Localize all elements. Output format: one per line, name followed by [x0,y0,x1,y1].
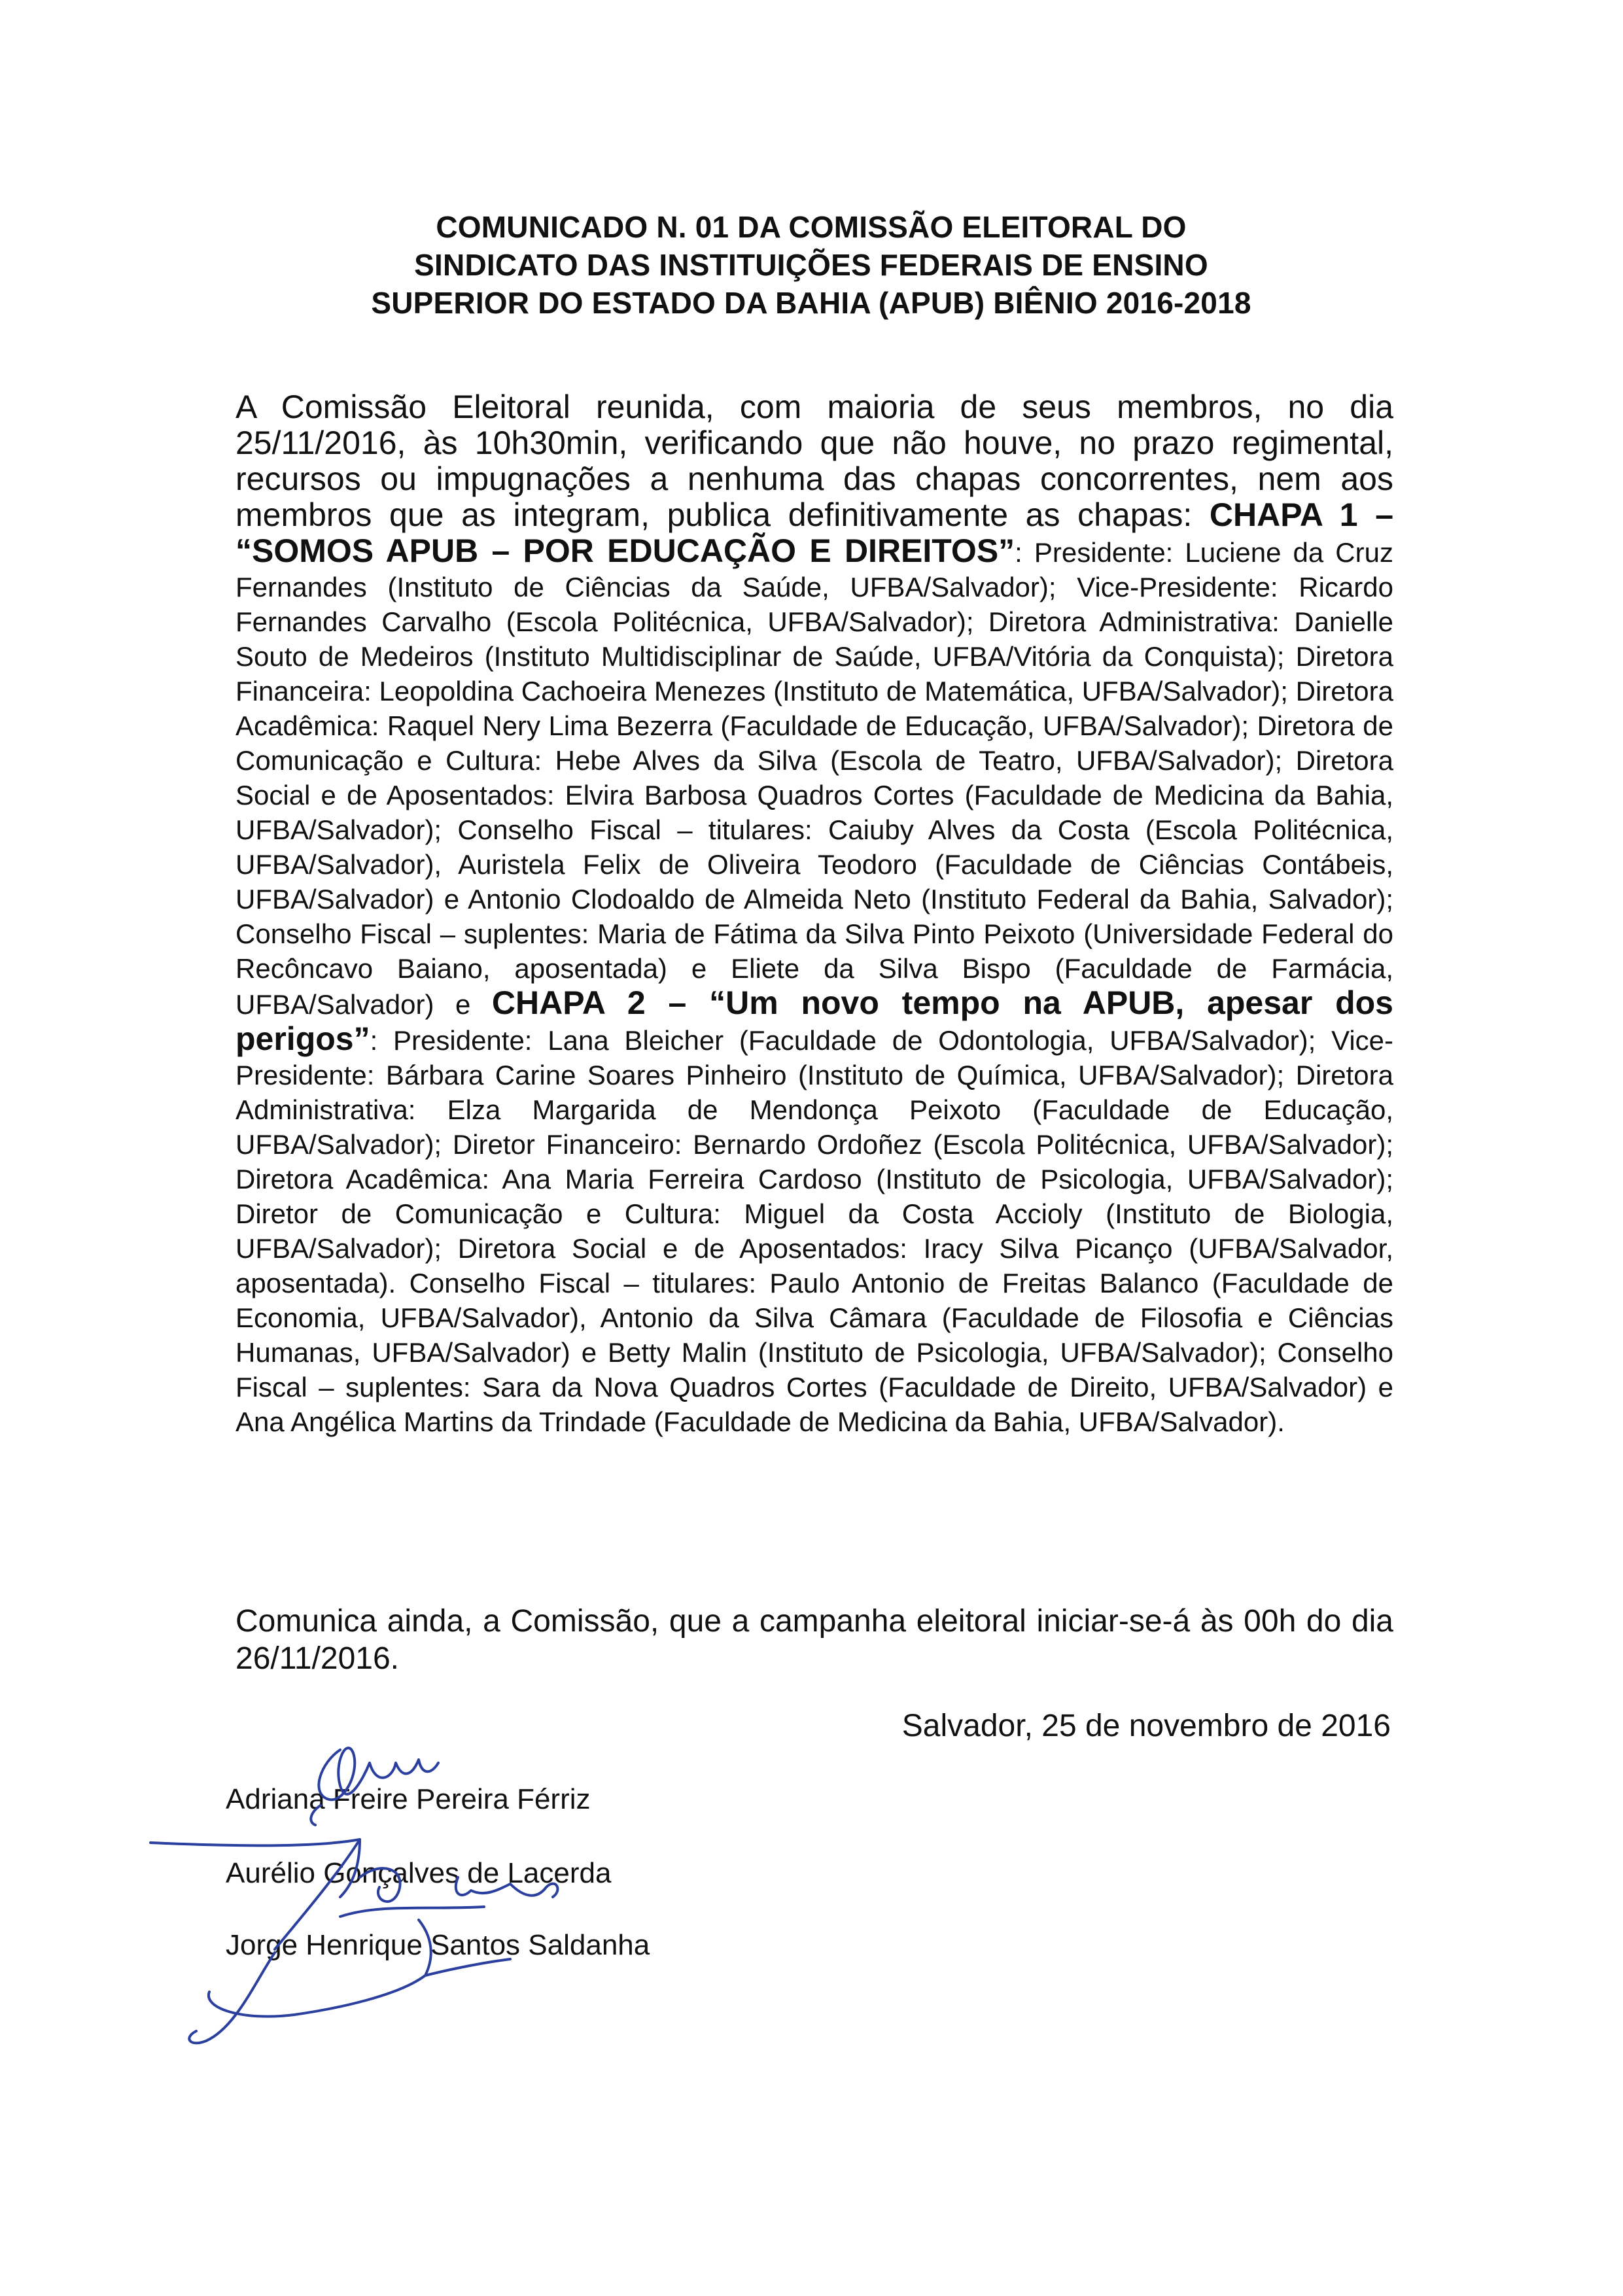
signatory-name-1: Adriana Freire Pereira Férriz [226,1783,591,1815]
signatory-name-3: Jorge Henrique Santos Saldanha [226,1929,650,1961]
title-line-3: SUPERIOR DO ESTADO DA BAHIA (APUB) BIÊNIO 2016-2018 [371,286,1251,320]
signatory-name-2: Aurélio Gonçalves de Lacerda [226,1857,612,1889]
document-title [222,208,1400,322]
chapa1-label: CHAPA 1 – “SOMOS APUB – POR EDUCAÇÃO E DIREITOS” [236,496,1393,569]
closing-paragraph: Comunica ainda, a Comissão, que a campanha eleitoral iniciar-se-á às 00h do dia 26/11/2016. [236,1604,1393,1676]
chapa2-members: : Presidente: Lana Bleicher (Faculdade de Odontologia, UFBA/Salvador); Vice-Presidente: Bárbara Carine Soares Pinheiro (Instituto de Química, UFBA/Salvador); Diretora Administrativa: Elza Margarida de Mendonça Peixoto (Faculdade de Educação, UFBA/Salvador); Diretor Financeiro: Bernardo Ordoñez (Escola Politécnica, UFBA/Salvador); Diretora Acadêmica: Ana Maria Ferreira Cardoso (Instituto de Psicologia, UFBA/Salvador); Diretor de Comunicação e Cultura: Miguel da Costa Accioly (Instituto de Biologia, UFBA/Salvador); Diretora Social e de Aposentados: Iracy Silva Picanço (UFBA/Salvador, aposentada). Conselho Fiscal – titulares: Paulo Antonio de Freitas Balanco (Faculdade de Economia, UFBA/Salvador), Antonio da Silva Câmara (Faculdade de Filosofia e Ciências Humanas, UFBA/Salvador) e Betty Malin (Instituto de Psicologia, UFBA/Salvador); Conselho Fiscal – suplentes: Sara da Nova Quadros Cortes (Faculdade de Direito, UFBA/Salvador) e Ana Angélica Martins da Trindade (Faculdade de Medicina da Bahia, UFBA/Salvador). [236,1025,1393,1437]
place-and-date: Salvador, 25 de novembro de 2016 [901,1709,1391,1743]
body-intro: A Comissão Eleitoral reunida, com maioria de seus membros, no dia 25/11/2016, às 10h30min, verificando que não houve, no prazo regimental, recursos ou impugnações a nenhuma das chapas concorrentes, nem aos membros que as integram, publica definitivamente as chapas: [236,389,1393,533]
chapa1-members: : Presidente: Luciene da Cruz Fernandes (Instituto de Ciências da Saúde, UFBA/Salvador); Vice-Presidente: Ricardo Fernandes Carvalho (Escola Politécnica, UFBA/Salvador); Diretora Administrativa: Danielle Souto de Medeiros (Instituto Multidisciplinar de Saúde, UFBA/Vitória da Conquista); Diretora Financeira: Leopoldina Cachoeira Menezes (Instituto de Matemática, UFBA/Salvador); Diretora Acadêmica: Raquel Nery Lima Bezerra (Faculdade de Educação, UFBA/Salvador); Diretora de Comunicação e Cultura: Hebe Alves da Silva (Escola de Teatro, UFBA/Salvador); Diretora Social e de Aposentados: Elvira Barbosa Quadros Cortes (Faculdade de Medicina da Bahia, UFBA/Salvador); Conselho Fiscal – titulares: Caiuby Alves da Costa (Escola Politécnica, UFBA/Salvador), Auristela Felix de Oliveira Teodoro (Faculdade de Ciências Contábeis, UFBA/Salvador) e Antonio Clodoaldo de Almeida Neto (Instituto Federal da Bahia, Salvador); Conselho Fiscal – suplentes: Maria de Fátima da Silva Pinto Peixoto (Universidade Federal do Recôncavo Baiano, aposentada) e Eliete da Silva Bispo (Faculdade de Farmácia, UFBA/Salvador) e [236,537,1393,1020]
title-line-1: COMUNICADO N. 01 DA COMISSÃO ELEITORAL DO [436,210,1187,244]
announcement-body [236,390,1393,1439]
title-line-2: SINDICATO DAS INSTITUIÇÕES FEDERAIS DE ENSINO [414,248,1208,282]
signature-stroke-5 [189,1953,275,2043]
chapa2-label: CHAPA 2 – “Um novo tempo na APUB, apesar dos perigos” [236,984,1393,1057]
